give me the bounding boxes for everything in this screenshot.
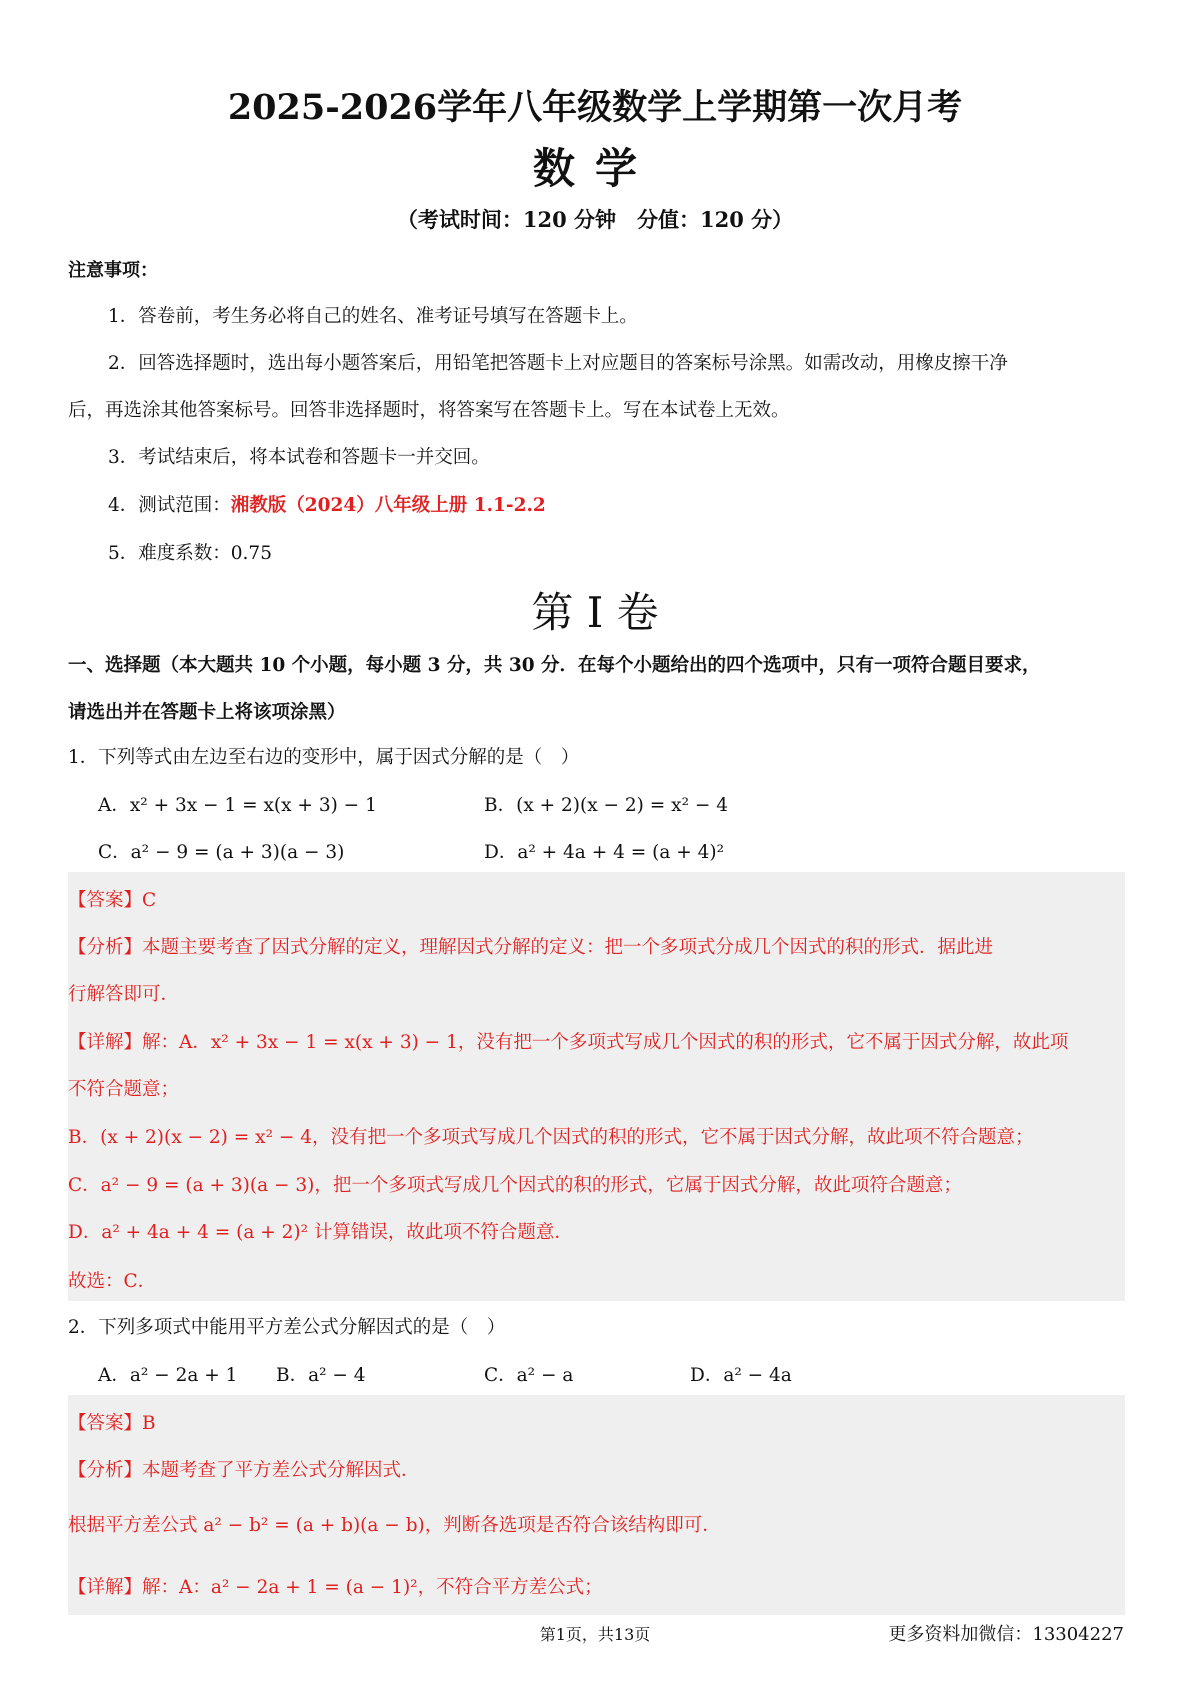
notice-item-1: 1．答卷前，考生务必将自己的姓名、准考证号填写在答题卡上。 bbox=[108, 306, 638, 327]
footer-contact: 更多资料加微信：13304227 bbox=[888, 1624, 1124, 1645]
q1-option-c: C．a² − 9 = (a + 3)(a − 3) bbox=[98, 842, 345, 863]
notice-item-4-prefix: 4．测试范围： bbox=[108, 495, 231, 516]
q1-analysis-line2: 行解答即可． bbox=[68, 984, 180, 1005]
volume-title: 第 I 卷 bbox=[531, 588, 659, 637]
q1-detail-d: D．a² + 4a + 4 = (a + 2)² 计算错误，故此项不符合题意． bbox=[68, 1222, 573, 1243]
q2-answer: 【答案】B bbox=[68, 1413, 156, 1434]
q1-detail-line2: 不符合题意； bbox=[68, 1079, 180, 1100]
notice-item-3: 3．考试结束后，将本试卷和答题卡一并交回。 bbox=[108, 447, 490, 468]
section-1-line2: 请选出并在答题卡上将该项涂黑） bbox=[68, 702, 346, 723]
notice-item-5: 5．难度系数：0.75 bbox=[108, 543, 272, 564]
q1-detail-c: C．a² − 9 = (a + 3)(a − 3)，把一个多项式写成几个因式的积的形式，它属于因式分解，故此项符合题意； bbox=[68, 1175, 962, 1196]
q1-analysis-line1: 【分析】本题主要考查了因式分解的定义，理解因式分解的定义：把一个多项式分成几个因式的积的形式．据此进 bbox=[68, 937, 994, 958]
q2-analysis: 【分析】本题考查了平方差公式分解因式． bbox=[68, 1460, 420, 1481]
q2-formula-line: 根据平方差公式 a² − b² = (a + b)(a − b)，判断各选项是否符合该结构即可． bbox=[68, 1515, 721, 1536]
notice-item-2-line1: 2．回答选择题时，选出每小题答案后，用铅笔把答题卡上对应题目的答案标号涂黑。如需改动，用橡皮擦干净 bbox=[108, 353, 1008, 374]
q1-option-a: A．x² + 3x − 1 = x(x + 3) − 1 bbox=[98, 795, 377, 816]
q2-detail-line1: 【详解】解：A：a² − 2a + 1 = (a − 1)²，不符合平方差公式； bbox=[68, 1577, 603, 1598]
notice-item-2-line2: 后，再选涂其他答案标号。回答非选择题时，将答案写在答题卡上。写在本试卷上无效。 bbox=[68, 400, 790, 421]
exam-title: 2025-2026学年八年级数学上学期第一次月考 bbox=[227, 87, 963, 128]
q2-option-b: B．a² − 4 bbox=[276, 1365, 366, 1386]
q1-detail-line1: 【详解】解：A．x² + 3x − 1 = x(x + 3) − 1，没有把一个多项式写成几个因式的积的形式，它不属于因式分解，故此项 bbox=[68, 1032, 1069, 1053]
q2-option-a: A．a² − 2a + 1 bbox=[98, 1365, 238, 1386]
q1-option-b: B．(x + 2)(x − 2) = x² − 4 bbox=[484, 795, 729, 816]
q2-option-d: D．a² − 4a bbox=[690, 1365, 792, 1386]
notice-item-4 bbox=[108, 491, 546, 517]
subject-title: 数学 bbox=[532, 144, 657, 193]
notice-heading: 注意事项： bbox=[68, 260, 158, 281]
page-number: 第1页，共13页 bbox=[539, 1625, 651, 1644]
q2-option-c: C．a² − a bbox=[484, 1365, 574, 1386]
test-scope: 湘教版（2024）八年级上册 1.1-2.2 bbox=[230, 495, 546, 516]
q1-option-d: D．a² + 4a + 4 = (a + 4)² bbox=[484, 842, 725, 863]
exam-info: （考试时间：120 分钟 分值：120 分） bbox=[396, 207, 794, 232]
q1-detail-b: B．(x + 2)(x − 2) = x² − 4，没有把一个多项式写成几个因式的积的形式，它不属于因式分解，故此项不符合题意； bbox=[68, 1127, 1034, 1148]
q1-answer: 【答案】C bbox=[68, 890, 157, 911]
q2-stem: 2．下列多项式中能用平方差公式分解因式的是（ ） bbox=[68, 1317, 506, 1338]
q1-stem: 1．下列等式由左边至右边的变形中，属于因式分解的是（ ） bbox=[68, 747, 580, 768]
section-1-line1: 一、选择题（本大题共 10 个小题，每小题 3 分，共 30 分．在每个小题给出的四个选项中，只有一项符合题目要求， bbox=[68, 655, 1041, 676]
q1-conclusion: 故选：C． bbox=[68, 1271, 157, 1292]
